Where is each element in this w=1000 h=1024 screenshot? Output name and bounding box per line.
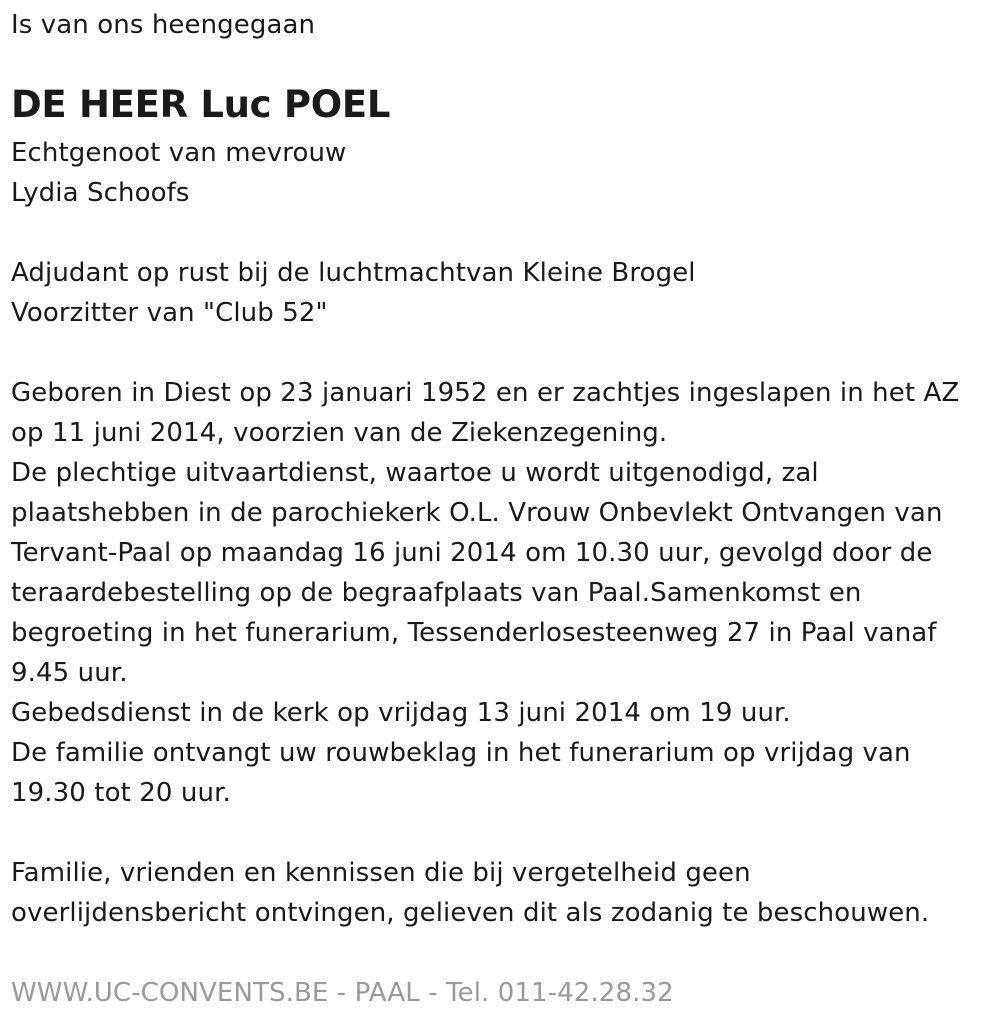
body-line: begroeting in het funerarium, Tessenderlosesteenweg 27 in Paal vanaf [11, 618, 937, 648]
body-line: De familie ontvangt uw rouwbeklag in het funerarium op vrijdag van [11, 738, 911, 768]
body-line: Gebedsdienst in de kerk op vrijdag 13 juni 2014 om 19 uur. [11, 698, 791, 728]
closing-line-1: Familie, vrienden en kennissen die bij vergetelheid geen [11, 858, 751, 888]
role-line-2: Voorzitter van "Club 52" [11, 298, 328, 328]
footer-contact: WWW.UC-CONVENTS.BE - PAAL - Tel. 011-42.28.32 [11, 978, 674, 1008]
deceased-name: DE HEER Luc POEL [11, 83, 391, 126]
closing-line-2: overlijdensbericht ontvingen, gelieven dit als zodanig te beschouwen. [11, 898, 930, 928]
body-line: 9.45 uur. [11, 658, 128, 688]
intro-text: Is van ons heengegaan [11, 10, 316, 40]
body-line: Tervant-Paal op maandag 16 juni 2014 om 10.30 uur, gevolgd door de [11, 538, 933, 568]
spouse-line-1: Echtgenoot van mevrouw [11, 138, 347, 168]
body-line: op 11 juni 2014, voorzien van de Ziekenzegening. [11, 418, 668, 448]
body-line: plaatshebben in de parochiekerk O.L. Vrouw Onbevlekt Ontvangen van [11, 498, 943, 528]
body-line: teraardebestelling op de begraafplaats van Paal.Samenkomst en [11, 578, 862, 608]
body-line: 19.30 tot 20 uur. [11, 778, 231, 808]
role-line-1: Adjudant op rust bij de luchtmachtvan Kleine Brogel [11, 258, 696, 288]
body-line: Geboren in Diest op 23 januari 1952 en er zachtjes ingeslapen in het AZ [11, 378, 960, 408]
body-line: De plechtige uitvaartdienst, waartoe u wordt uitgenodigd, zal [11, 458, 819, 488]
spouse-line-2: Lydia Schoofs [11, 178, 190, 208]
